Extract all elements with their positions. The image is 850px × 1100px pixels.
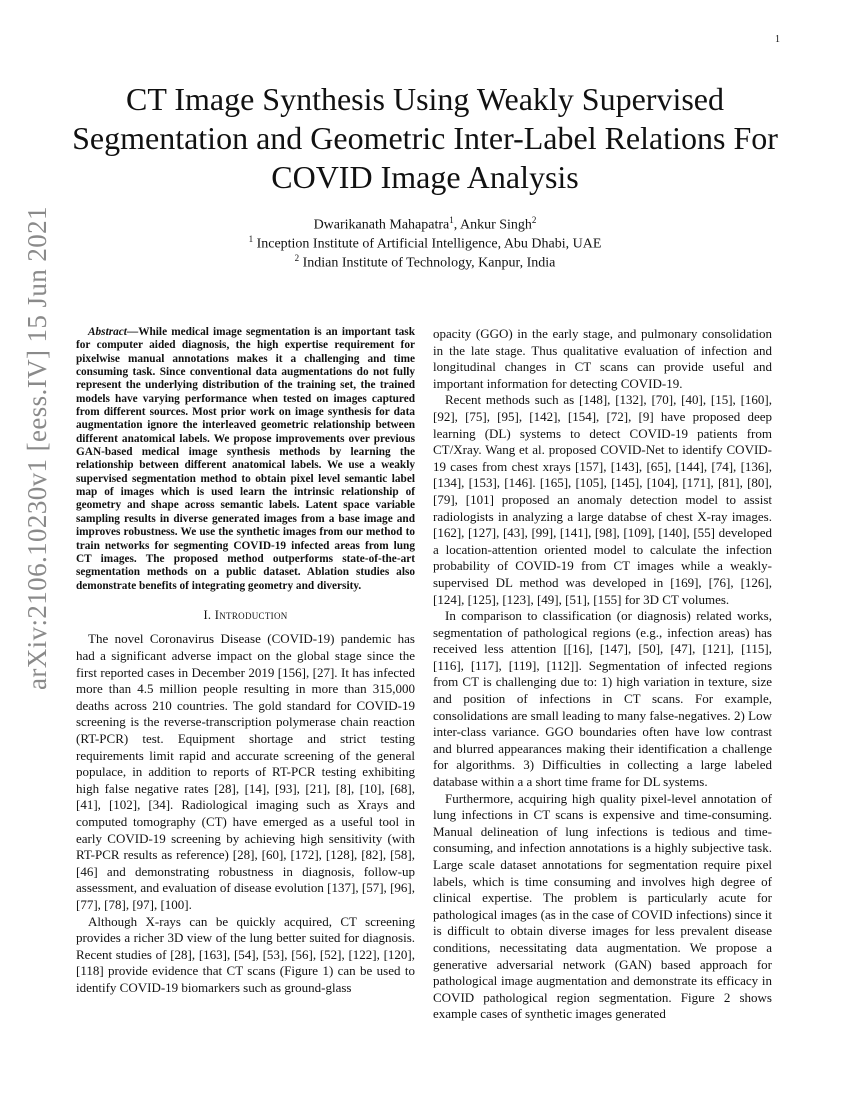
body-paragraph: Recent methods such as [148], [132], [70], [40], [15], [160], [92], [75], [95], [142], [154], [72], [9] have proposed deep learning (DL) systems to detect COVID-19 patients from CT/Xray. Wang et al. proposed COVID-Net to identify COVID-19 cases from chest xrays [157], [143], [65], [144], [74], [136], [134], [153], [146]. [165], [105], [145], [104], [171], [81], [80], [79], [101] proposed an anomaly detection model to assist radiologists in analyzing a large databse of chest X-ray images. [162], [127], [43], [99], [141], [98], [109], [140], [55] developed a location-attention oriented model to calculate the infection probability of COVID-19 from CT images while a weakly-supervised DL method was developed in [169], [76], [126], [124], [125], [123], [49], [51], [155] for 3D CT volumes. [433, 392, 772, 607]
body-paragraph: Although X-rays can be quickly acquired, CT screening provides a richer 3D view of the lung better suited for diagnosis. Recent studies of [28], [163], [54], [53], [56], [52], [122], [120], [118] provide evidence that CT scans (Figure 1) can be used to identify COVID-19 biomarkers such as ground-glass [76, 913, 415, 995]
author-affiliation-mark: 2 [531, 215, 537, 225]
author-name: Dwarikanath Mahapatra [313, 217, 450, 233]
author-name: Ankur Singh [459, 217, 532, 233]
affiliation [70, 249, 780, 273]
section-heading-introduction [76, 607, 415, 624]
left-column [76, 326, 415, 997]
body-paragraph: In comparison to classification (or diagnosis) related works, segmentation of pathological regions (e.g., infection areas) has received less attention [[16], [147], [50], [47], [121], [115], [116], [117], [119], [112]]. Segmentation of infected regions from CT is challenging due to: 1) high variation in texture, size and position of infections in CT scans. For example, consolidations are small leading to many false-negatives. 2) Low inter-class variance. GGO boundaries often have low contrast and blurred appearances making their identification a challenge for algorithms. 3) Difficulties in collecting a large labeled database within a a short time frame for DL systems. [433, 608, 772, 790]
page-number: 1 [775, 34, 780, 45]
body-paragraph: Furthermore, acquiring high quality pixel-level annotation of lung infections in CT scans is expensive and time-consuming. Manual delineation of lung infections is tedious and time-consuming, and infection annotations is a highly subjective task. Large scale dataset annotations for segmentation require pixel labels, which is time consuming and involves high degree of clinical expertise. The problem is particularly acute for pathological images (as in the case of COVID infections) since it is difficult to obtain diverse images for less prevalent disease conditions, necessitating data augmentation. We propose a generative adversarial network (GAN) based approach for pathological image augmentation and demonstrate its efficacy in COVID pathological region segmentation. Figure 2 shows example cases of synthetic images generated [433, 790, 772, 1022]
affiliation-mark: 2 [294, 253, 300, 263]
abstract-text: —While medical image segmentation is an important task for computer aided diagnosis, the high expertise requirement for pixelwise manual annotations makes it a challenging and time consuming task. Since conventional data augmentations do not fully represent the underlying distribution of the training set, the trained models have varying performance when tested on images captured from different sources. Most prior work on image synthesis for data augmentation ignore the interleaved geometric relationship between different anatomical labels. We propose improvements over previous GAN-based medical image synthesis methods by learning the relationship between different anatomical labels. We use a weakly supervised segmentation method to obtain pixel level semantic label map of images which is used learn the intrinsic relationship of geometry and shape across semantic labels. Latent space variable sampling results in diverse generated images from a base image and improves robustness. We use the synthetic images from our method to train networks for segmenting COVID-19 infected areas from lung CT images. The proposed method outperforms state-of-the-art segmentation methods on a public dataset. Ablation studies also demonstrate benefits of integrating geometry and diversity. [76, 326, 415, 592]
affiliation-text: Indian Institute of Technology, Kanpur, India [299, 255, 556, 271]
author-separator: , [453, 217, 460, 233]
abstract [76, 326, 415, 593]
body-paragraph: The novel Coronavirus Disease (COVID-19) pandemic has had a significant adverse impact on the global stage since the first reported cases in December 2019 [156], [27]. It has infected more than 4.5 million people resulting in more than 315,000 deaths across 210 countries. The gold standard for COVID-19 screening is the reverse-transcription polymerase chain reaction (RT-PCR) test. Equipment shortage and strict testing requirements limit rapid and accurate screening of the general populace, in addition to reports of RT-PCR testing exhibiting high false negative rates [28], [14], [93], [21], [8], [10], [68], [41], [102], [34]. Radiological imaging such as Xrays and computed tomography (CT) have emerged as a useful tool in early COVID-19 screening by achieving high sensitivity (with RT-PCR results as reference) [28], [60], [172], [128], [82], [58], [46] and demonstrating robustness in diagnosis, follow-up assessment, and evaluation of disease evolution [137], [57], [96], [77], [78], [97], [100]. [76, 631, 415, 912]
section-numeral: I. [203, 607, 215, 622]
arxiv-identifier-stamp[interactable]: arXiv:2106.10230v1 [eess.IV] 15 Jun 2021 [22, 206, 52, 690]
affiliation-text: Inception Institute of Artificial Intelligence, Abu Dhabi, UAE [253, 236, 602, 252]
abstract-label: Abstract [88, 326, 127, 338]
section-title: Introduction [214, 607, 288, 622]
body-paragraph: opacity (GGO) in the early stage, and pulmonary consolidation in the late stage. Thus qualitative evaluation of infection and longitudinal changes in CT scans can provide useful and important information for detecting COVID-19. [433, 326, 772, 391]
author-affiliation-mark: 1 [449, 215, 454, 225]
right-column [433, 326, 772, 1023]
affiliation-mark: 1 [248, 234, 254, 244]
paper-title: CT Image Synthesis Using Weakly Supervised Segmentation and Geometric Inter-Label Relations For COVID Image Analysis [72, 81, 778, 195]
